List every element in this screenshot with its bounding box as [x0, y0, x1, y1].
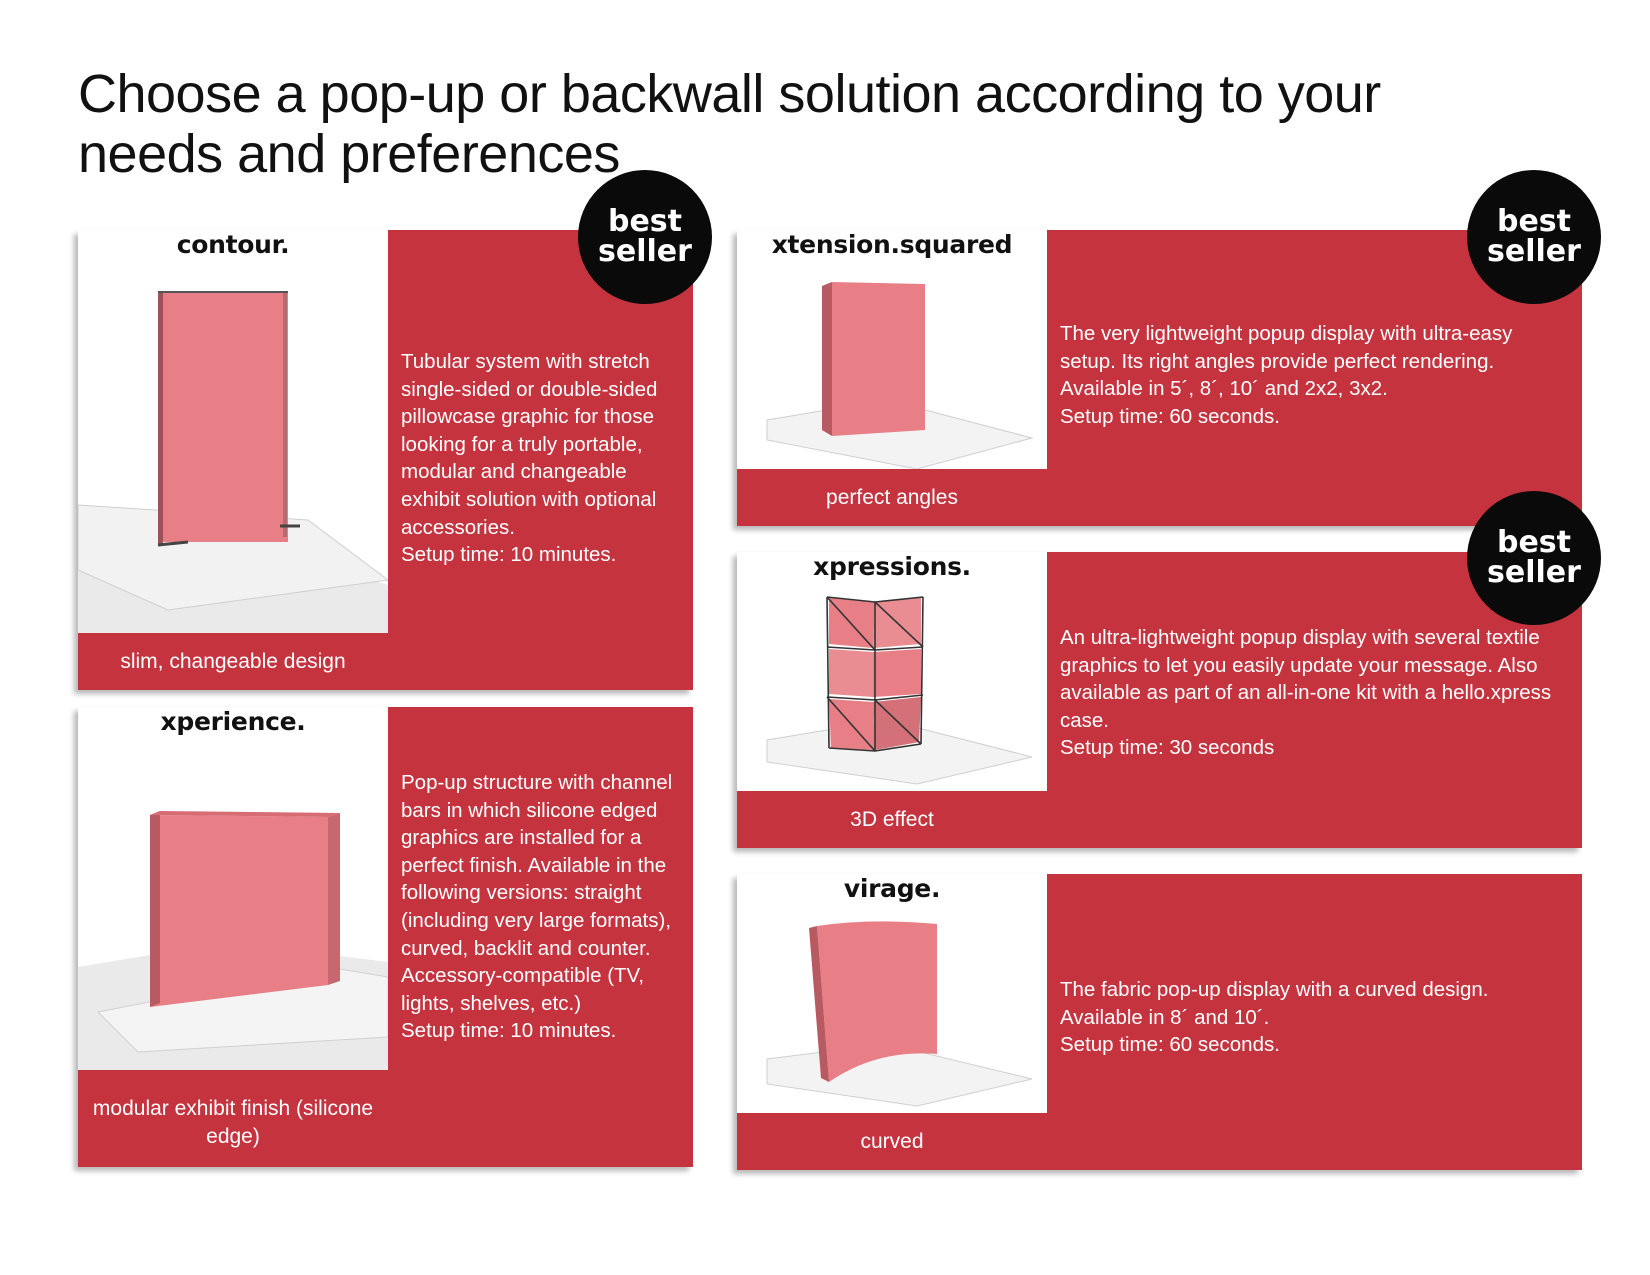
availability-text: Available in 8´ and 10´. — [1060, 1005, 1270, 1029]
description-text: Pop-up structure with channel bars in which silicone edged graphics are installed for a perfect finish. Available in the following versions: straight (including very large formats), curved, backlit and counter. — [401, 771, 673, 960]
product-card-xpressions — [737, 552, 1582, 848]
product-photo-xpressions — [737, 552, 1047, 791]
product-caption-contour: slim, changeable design — [120, 649, 346, 673]
product-card-contour — [78, 230, 693, 690]
xpressions-display-illustration — [737, 552, 1047, 791]
description-text: The fabric pop-up display with a curved design. — [1060, 978, 1489, 1001]
setup-time: Setup time: 30 seconds — [1060, 736, 1275, 760]
product-card-xperience — [78, 707, 693, 1167]
product-description-xperience — [401, 769, 681, 1045]
description-text: The very lightweight popup display with ultra-easy setup. Its right angles provide perfect rendering. — [1060, 322, 1513, 373]
virage-display-illustration — [737, 874, 1047, 1113]
product-card-virage — [737, 874, 1582, 1170]
product-description-contour — [401, 348, 676, 569]
xtension-display-illustration — [737, 230, 1047, 469]
best-seller-badge: best seller — [578, 170, 712, 304]
contour-display-illustration — [78, 230, 388, 633]
setup-time: Setup time: 10 minutes. — [401, 1019, 617, 1043]
product-caption-virage: curved — [860, 1129, 924, 1153]
product-photo-contour — [78, 230, 388, 633]
product-name-xtension-squared: xtension.squared — [771, 230, 1013, 259]
best-seller-badge: best seller — [1467, 491, 1601, 625]
setup-time: Setup time: 10 minutes. — [401, 543, 617, 567]
product-description-xpressions — [1060, 624, 1565, 762]
best-seller-badge: best seller — [1467, 170, 1601, 304]
product-photo-xperience — [78, 707, 388, 1070]
xperience-display-illustration — [78, 707, 388, 1070]
product-card-xtension-squared — [737, 230, 1582, 526]
product-photo-virage — [737, 874, 1047, 1113]
product-name-contour: contour. — [176, 230, 290, 259]
product-caption-xperience: modular exhibit finish (silicone edge) — [92, 1096, 374, 1148]
product-caption-xtension-squared: perfect angles — [826, 485, 958, 509]
product-name-xperience: xperience. — [160, 707, 306, 736]
setup-time: Setup time: 60 seconds. — [1060, 404, 1280, 428]
product-photo-xtension-squared — [737, 230, 1047, 469]
page-title: Choose a pop-up or backwall solution according to your needs and preferences — [78, 64, 1381, 184]
accessories-text: Accessory-compatible (TV, lights, shelves, etc.) — [401, 964, 645, 1015]
availability-text: Available in 5´, 8´, 10´ and 2x2, 3x2. — [1060, 377, 1388, 401]
product-name-virage: virage. — [843, 874, 941, 903]
setup-time: Setup time: 60 seconds. — [1060, 1033, 1280, 1057]
description-text: An ultra-lightweight popup display with several textile graphics to let you easily update your message. Also available as part of an all-in-one kit with a hello.xpress case. — [1060, 626, 1552, 732]
description-text: Tubular system with stretch single-sided or double-sided pillowcase graphic for those looking for a truly portable, modular and changeable exhibit solution with optional accessories. — [401, 350, 658, 539]
product-name-xpressions: xpressions. — [813, 552, 971, 581]
product-description-xtension-squared — [1060, 320, 1550, 430]
product-description-virage — [1060, 976, 1550, 1059]
product-caption-xpressions: 3D effect — [850, 807, 934, 831]
